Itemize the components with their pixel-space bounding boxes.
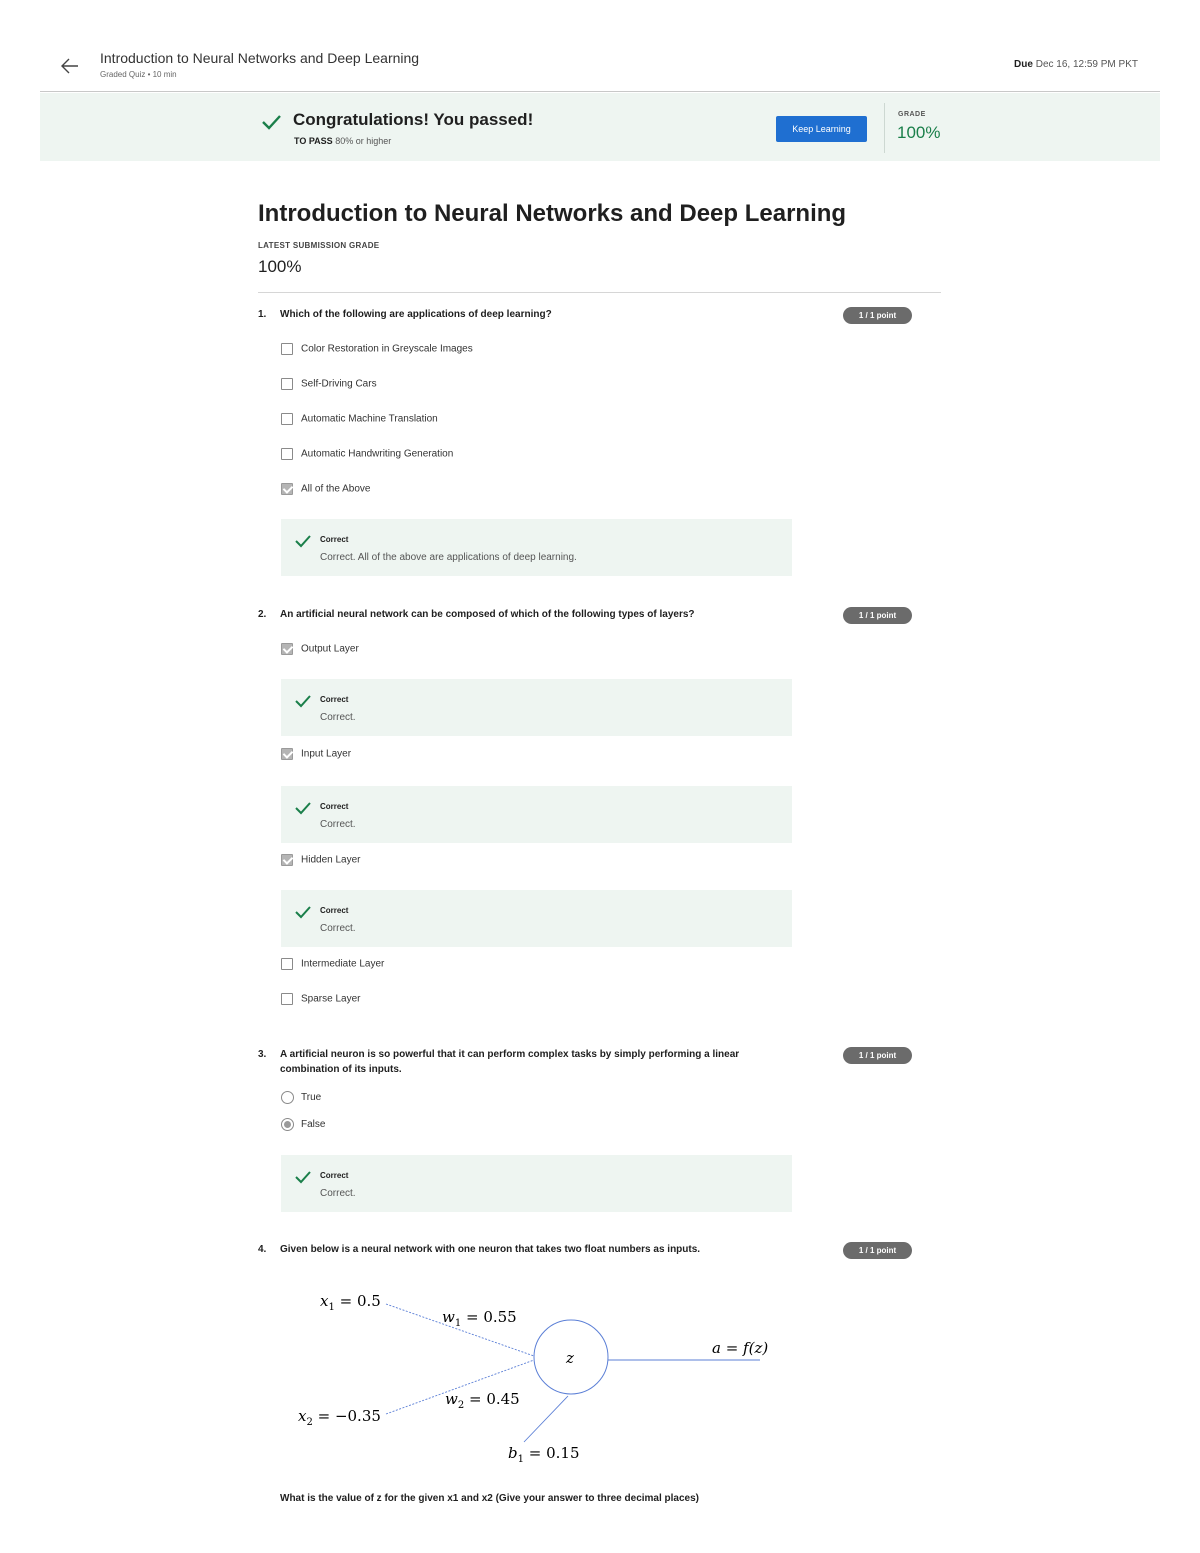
question-text: A artificial neuron is so powerful that it can perform complex tasks by simply performing a linear combination of its inputs. (280, 1049, 740, 1075)
answer-option[interactable]: Input Layer (281, 748, 351, 762)
quiz-header (40, 40, 1160, 92)
feedback-correct (281, 890, 792, 947)
checkbox[interactable] (281, 343, 293, 355)
page-title: Introduction to Neural Networks and Deep Learning (258, 200, 847, 227)
checkbox-checked[interactable] (281, 643, 293, 655)
feedback-text: Correct. (320, 712, 356, 723)
answer-option[interactable]: All of the Above (281, 483, 371, 497)
checkbox[interactable] (281, 413, 293, 425)
question-number: 4. (258, 1244, 267, 1255)
question-number: 2. (258, 609, 267, 620)
answer-option[interactable]: True (281, 1091, 321, 1105)
grade-label: GRADE (898, 111, 926, 118)
course-title: Introduction to Neural Networks and Deep Learning (100, 50, 420, 66)
back-arrow-icon[interactable] (58, 54, 82, 78)
passed-banner (40, 93, 1160, 161)
submission-grade-value: 100% (258, 257, 302, 276)
feedback-correct (281, 786, 792, 843)
question-text: An artificial neural network can be composed of which of the following types of layers? (280, 609, 695, 620)
feedback-correct (281, 519, 792, 576)
answer-option[interactable]: Automatic Machine Translation (281, 413, 438, 427)
answer-option[interactable]: Sparse Layer (281, 993, 360, 1007)
grade-value: 100% (897, 123, 941, 142)
checkbox-checked[interactable] (281, 854, 293, 866)
feedback-title: Correct (320, 906, 349, 915)
checkbox[interactable] (281, 993, 293, 1005)
submission-grade-label: LATEST SUBMISSION GRADE (258, 241, 380, 250)
output-label: a = f(z) (712, 1339, 769, 1357)
feedback-correct (281, 1155, 792, 1212)
banner-title: Congratulations! You passed! (293, 110, 534, 129)
checkbox[interactable] (281, 378, 293, 390)
feedback-text: Correct. (320, 1188, 356, 1199)
points-badge: 1 / 1 point (843, 607, 912, 624)
radio-button[interactable] (281, 1091, 294, 1104)
checkbox-checked[interactable] (281, 748, 293, 760)
checkbox[interactable] (281, 958, 293, 970)
feedback-title: Correct (320, 802, 349, 811)
feedback-title: Correct (320, 695, 349, 704)
check-icon (295, 904, 311, 920)
answer-option[interactable]: Intermediate Layer (281, 958, 384, 972)
feedback-text: Correct. All of the above are applications of deep learning. (320, 552, 577, 563)
check-icon (261, 112, 281, 132)
banner-divider (884, 103, 885, 153)
check-icon (295, 693, 311, 709)
feedback-correct (281, 679, 792, 736)
answer-option[interactable]: Automatic Handwriting Generation (281, 448, 453, 462)
question-number: 1. (258, 309, 267, 320)
feedback-title: Correct (320, 535, 349, 544)
divider (258, 292, 941, 293)
b1-label: $b_1 = 0.15$ (508, 1444, 580, 1465)
due-date: Due Dec 16, 12:59 PM PKT (1014, 59, 1138, 70)
x2-label: $x_2 = -0.35$ (298, 1407, 381, 1428)
points-badge: 1 / 1 point (843, 1242, 912, 1259)
answer-option[interactable]: Hidden Layer (281, 854, 360, 868)
check-icon (295, 533, 311, 549)
question-follow-up: What is the value of z for the given x1 and x2 (Give your answer to three decimal places) (280, 1493, 700, 1504)
answer-option[interactable]: False (281, 1118, 325, 1132)
quiz-subtitle: Graded Quiz • 10 min (100, 70, 177, 79)
question-text: Given below is a neural network with one neuron that takes two float numbers as inputs. (280, 1244, 701, 1255)
neuron-diagram (290, 1280, 790, 1475)
question-number: 3. (258, 1049, 267, 1060)
feedback-text: Correct. (320, 923, 356, 934)
node-label: z (566, 1349, 574, 1367)
w2-label: $w_2 = 0.45$ (445, 1390, 520, 1411)
answer-option[interactable]: Color Restoration in Greyscale Images (281, 343, 473, 357)
check-icon (295, 1169, 311, 1185)
keep-learning-button[interactable]: Keep Learning (776, 116, 867, 142)
answer-option[interactable]: Self-Driving Cars (281, 378, 377, 392)
points-badge: 1 / 1 point (843, 307, 912, 324)
question-text: Which of the following are applications of deep learning? (280, 309, 552, 320)
feedback-text: Correct. (320, 819, 356, 830)
edge-bias (524, 1396, 568, 1442)
answer-option[interactable]: Output Layer (281, 643, 359, 657)
x1-label: $x_1 = 0.5$ (320, 1292, 381, 1313)
w1-label: $w_1 = 0.55$ (442, 1308, 517, 1329)
points-badge: 1 / 1 point (843, 1047, 912, 1064)
feedback-title: Correct (320, 1171, 349, 1180)
checkbox[interactable] (281, 448, 293, 460)
checkbox-checked[interactable] (281, 483, 293, 495)
pass-threshold: TO PASS 80% or higher (294, 136, 392, 146)
check-icon (295, 800, 311, 816)
radio-button-selected[interactable] (281, 1118, 294, 1131)
